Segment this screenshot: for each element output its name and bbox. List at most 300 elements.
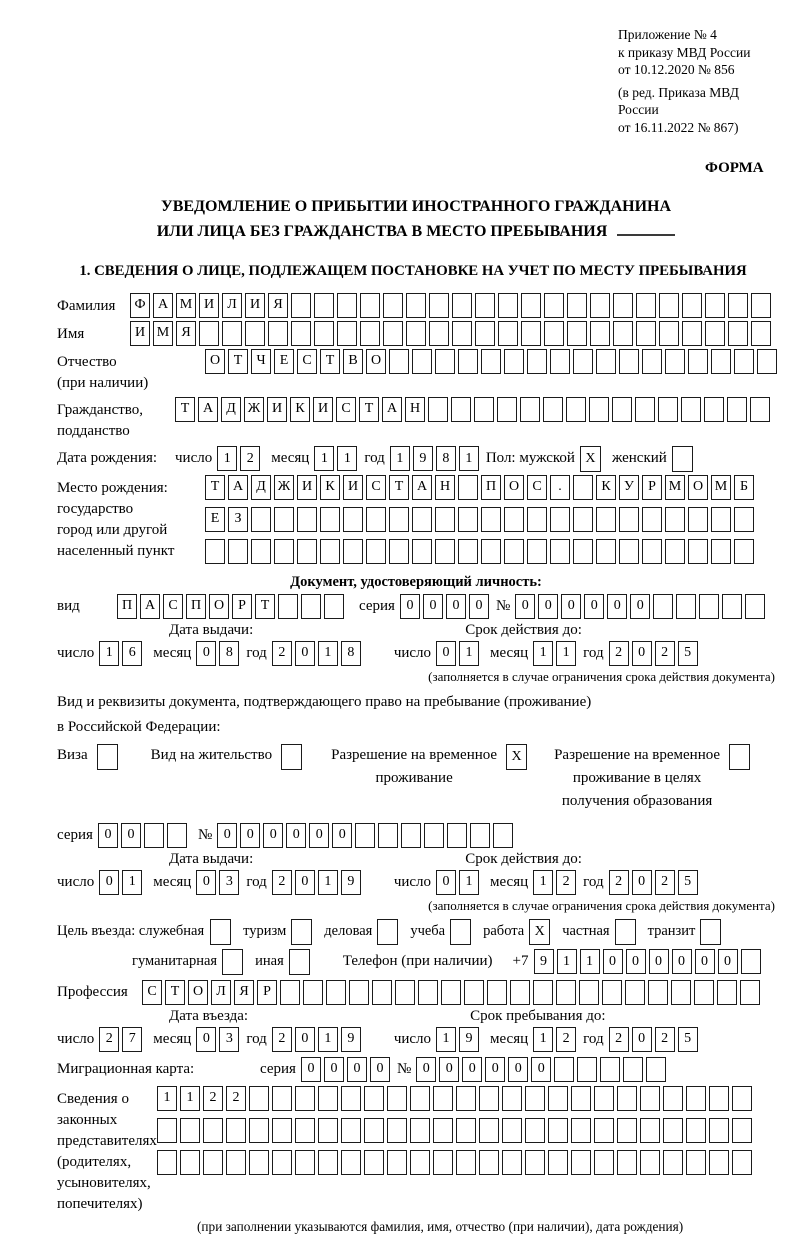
char-cell[interactable]	[722, 594, 742, 619]
temp-residence-education-checkbox[interactable]	[729, 744, 750, 770]
char-cell[interactable]	[686, 1118, 706, 1143]
char-cell[interactable]	[663, 1086, 683, 1111]
char-cell[interactable]	[636, 293, 656, 318]
char-cell[interactable]: 1	[533, 1027, 553, 1052]
char-cell[interactable]: Я	[234, 980, 254, 1005]
char-cell[interactable]: Т	[389, 475, 409, 500]
char-cell[interactable]	[180, 1118, 200, 1143]
char-cell[interactable]	[711, 349, 731, 374]
char-cell[interactable]	[502, 1150, 522, 1175]
char-cell[interactable]	[617, 1086, 637, 1111]
purpose-commercial-checkbox[interactable]	[377, 919, 398, 945]
char-cell[interactable]	[435, 539, 455, 564]
char-cell[interactable]	[502, 1086, 522, 1111]
char-cell[interactable]: 0	[672, 949, 692, 974]
char-cell[interactable]	[372, 980, 392, 1005]
char-cell[interactable]	[458, 507, 478, 532]
char-cell[interactable]	[658, 397, 678, 422]
char-cell[interactable]: А	[198, 397, 218, 422]
char-cell[interactable]: 0	[485, 1057, 505, 1082]
char-cell[interactable]: П	[117, 594, 137, 619]
char-cell[interactable]: З	[228, 507, 248, 532]
char-cell[interactable]	[543, 397, 563, 422]
char-cell[interactable]	[429, 321, 449, 346]
char-cell[interactable]	[694, 980, 714, 1005]
char-cell[interactable]	[556, 980, 576, 1005]
char-cell[interactable]: 1	[556, 641, 576, 666]
char-cell[interactable]: 1	[122, 870, 142, 895]
char-cell[interactable]	[686, 1086, 706, 1111]
char-cell[interactable]	[527, 507, 547, 532]
char-cell[interactable]: А	[153, 293, 173, 318]
char-cell[interactable]: 0	[436, 870, 456, 895]
char-cell[interactable]	[435, 349, 455, 374]
char-cell[interactable]: Т	[228, 349, 248, 374]
char-cell[interactable]: 0	[632, 641, 652, 666]
char-cell[interactable]	[451, 397, 471, 422]
char-cell[interactable]	[623, 1057, 643, 1082]
char-cell[interactable]: 7	[122, 1027, 142, 1052]
char-cell[interactable]	[550, 539, 570, 564]
char-cell[interactable]	[274, 539, 294, 564]
char-cell[interactable]	[456, 1150, 476, 1175]
char-cell[interactable]	[412, 507, 432, 532]
char-cell[interactable]	[497, 397, 517, 422]
char-cell[interactable]	[291, 293, 311, 318]
purpose-humanitarian-checkbox[interactable]	[222, 949, 243, 975]
char-cell[interactable]	[573, 349, 593, 374]
char-cell[interactable]	[297, 539, 317, 564]
char-cell[interactable]	[550, 507, 570, 532]
char-cell[interactable]: М	[665, 475, 685, 500]
char-cell[interactable]	[203, 1118, 223, 1143]
char-cell[interactable]	[619, 349, 639, 374]
char-cell[interactable]	[278, 594, 298, 619]
char-cell[interactable]: 0	[538, 594, 558, 619]
char-cell[interactable]	[688, 507, 708, 532]
char-cell[interactable]	[228, 539, 248, 564]
char-cell[interactable]	[504, 349, 524, 374]
char-cell[interactable]	[318, 1118, 338, 1143]
char-cell[interactable]: 1	[314, 446, 334, 471]
char-cell[interactable]: 0	[584, 594, 604, 619]
char-cell[interactable]: 0	[436, 641, 456, 666]
char-cell[interactable]	[596, 349, 616, 374]
char-cell[interactable]: 1	[318, 1027, 338, 1052]
char-cell[interactable]	[577, 1057, 597, 1082]
char-cell[interactable]	[682, 293, 702, 318]
char-cell[interactable]: О	[209, 594, 229, 619]
char-cell[interactable]: 0	[469, 594, 489, 619]
char-cell[interactable]	[205, 539, 225, 564]
char-cell[interactable]	[554, 1057, 574, 1082]
char-cell[interactable]	[596, 539, 616, 564]
char-cell[interactable]: Ф	[130, 293, 150, 318]
char-cell[interactable]: 0	[324, 1057, 344, 1082]
char-cell[interactable]	[728, 321, 748, 346]
char-cell[interactable]: Ж	[244, 397, 264, 422]
char-cell[interactable]: 0	[446, 594, 466, 619]
char-cell[interactable]: 2	[272, 870, 292, 895]
char-cell[interactable]: 0	[370, 1057, 390, 1082]
char-cell[interactable]	[272, 1118, 292, 1143]
char-cell[interactable]	[757, 349, 777, 374]
char-cell[interactable]	[704, 397, 724, 422]
char-cell[interactable]: И	[313, 397, 333, 422]
char-cell[interactable]	[401, 823, 421, 848]
char-cell[interactable]	[387, 1150, 407, 1175]
char-cell[interactable]	[709, 1150, 729, 1175]
char-cell[interactable]	[157, 1150, 177, 1175]
char-cell[interactable]	[617, 1118, 637, 1143]
char-cell[interactable]	[199, 321, 219, 346]
char-cell[interactable]: Д	[251, 475, 271, 500]
char-cell[interactable]: А	[228, 475, 248, 500]
char-cell[interactable]	[520, 397, 540, 422]
char-cell[interactable]: К	[320, 475, 340, 500]
residence-permit-checkbox[interactable]	[281, 744, 302, 770]
char-cell[interactable]	[429, 293, 449, 318]
char-cell[interactable]: 1	[436, 1027, 456, 1052]
char-cell[interactable]: 0	[423, 594, 443, 619]
char-cell[interactable]	[544, 293, 564, 318]
char-cell[interactable]	[341, 1118, 361, 1143]
char-cell[interactable]	[314, 293, 334, 318]
char-cell[interactable]: 0	[632, 1027, 652, 1052]
char-cell[interactable]: 0	[295, 1027, 315, 1052]
char-cell[interactable]: 1	[390, 446, 410, 471]
char-cell[interactable]	[458, 349, 478, 374]
char-cell[interactable]	[734, 349, 754, 374]
char-cell[interactable]	[642, 507, 662, 532]
char-cell[interactable]: 9	[413, 446, 433, 471]
char-cell[interactable]	[424, 823, 444, 848]
char-cell[interactable]	[734, 539, 754, 564]
char-cell[interactable]	[318, 1086, 338, 1111]
char-cell[interactable]: Р	[257, 980, 277, 1005]
char-cell[interactable]	[410, 1150, 430, 1175]
char-cell[interactable]	[567, 293, 587, 318]
char-cell[interactable]	[364, 1150, 384, 1175]
char-cell[interactable]	[579, 980, 599, 1005]
char-cell[interactable]	[268, 321, 288, 346]
char-cell[interactable]	[479, 1150, 499, 1175]
char-cell[interactable]	[389, 539, 409, 564]
char-cell[interactable]	[456, 1086, 476, 1111]
char-cell[interactable]: С	[297, 349, 317, 374]
char-cell[interactable]: Н	[405, 397, 425, 422]
char-cell[interactable]	[479, 1086, 499, 1111]
purpose-tourism-checkbox[interactable]	[291, 919, 312, 945]
char-cell[interactable]: 2	[556, 870, 576, 895]
char-cell[interactable]: Л	[211, 980, 231, 1005]
char-cell[interactable]	[728, 293, 748, 318]
char-cell[interactable]: О	[688, 475, 708, 500]
char-cell[interactable]	[433, 1150, 453, 1175]
char-cell[interactable]	[663, 1150, 683, 1175]
char-cell[interactable]	[573, 539, 593, 564]
purpose-other-checkbox[interactable]	[289, 949, 310, 975]
char-cell[interactable]: 0	[416, 1057, 436, 1082]
char-cell[interactable]	[711, 539, 731, 564]
char-cell[interactable]: 2	[609, 870, 629, 895]
char-cell[interactable]: 0	[121, 823, 141, 848]
char-cell[interactable]	[481, 349, 501, 374]
char-cell[interactable]	[727, 397, 747, 422]
char-cell[interactable]: К	[596, 475, 616, 500]
char-cell[interactable]	[705, 321, 725, 346]
char-cell[interactable]: 1	[580, 949, 600, 974]
char-cell[interactable]	[659, 321, 679, 346]
char-cell[interactable]	[600, 1057, 620, 1082]
char-cell[interactable]: 0	[217, 823, 237, 848]
purpose-study-checkbox[interactable]	[450, 919, 471, 945]
char-cell[interactable]: О	[504, 475, 524, 500]
char-cell[interactable]: Т	[359, 397, 379, 422]
char-cell[interactable]	[301, 594, 321, 619]
char-cell[interactable]	[625, 980, 645, 1005]
char-cell[interactable]: Я	[176, 321, 196, 346]
char-cell[interactable]: 0	[98, 823, 118, 848]
char-cell[interactable]	[613, 293, 633, 318]
char-cell[interactable]: 2	[655, 1027, 675, 1052]
char-cell[interactable]	[705, 293, 725, 318]
char-cell[interactable]: 1	[557, 949, 577, 974]
char-cell[interactable]	[717, 980, 737, 1005]
char-cell[interactable]	[452, 293, 472, 318]
char-cell[interactable]	[249, 1118, 269, 1143]
char-cell[interactable]: 5	[678, 870, 698, 895]
char-cell[interactable]	[573, 475, 593, 500]
char-cell[interactable]	[659, 293, 679, 318]
char-cell[interactable]	[226, 1118, 246, 1143]
char-cell[interactable]: 0	[263, 823, 283, 848]
char-cell[interactable]	[589, 397, 609, 422]
char-cell[interactable]: 0	[626, 949, 646, 974]
char-cell[interactable]: 2	[226, 1086, 246, 1111]
char-cell[interactable]	[612, 397, 632, 422]
char-cell[interactable]: 0	[295, 870, 315, 895]
char-cell[interactable]	[525, 1086, 545, 1111]
char-cell[interactable]	[406, 321, 426, 346]
char-cell[interactable]	[475, 321, 495, 346]
char-cell[interactable]: 9	[459, 1027, 479, 1052]
char-cell[interactable]	[470, 823, 490, 848]
char-cell[interactable]: И	[245, 293, 265, 318]
char-cell[interactable]	[364, 1118, 384, 1143]
char-cell[interactable]: Т	[165, 980, 185, 1005]
char-cell[interactable]: Б	[734, 475, 754, 500]
char-cell[interactable]	[387, 1086, 407, 1111]
char-cell[interactable]	[642, 539, 662, 564]
char-cell[interactable]	[203, 1150, 223, 1175]
char-cell[interactable]: Т	[205, 475, 225, 500]
char-cell[interactable]	[303, 980, 323, 1005]
char-cell[interactable]: 9	[341, 1027, 361, 1052]
char-cell[interactable]: Л	[222, 293, 242, 318]
char-cell[interactable]	[441, 980, 461, 1005]
char-cell[interactable]	[360, 293, 380, 318]
char-cell[interactable]	[364, 1086, 384, 1111]
char-cell[interactable]	[456, 1118, 476, 1143]
char-cell[interactable]	[249, 1150, 269, 1175]
char-cell[interactable]	[433, 1118, 453, 1143]
char-cell[interactable]: 5	[678, 641, 698, 666]
char-cell[interactable]	[272, 1150, 292, 1175]
char-cell[interactable]	[157, 1118, 177, 1143]
char-cell[interactable]	[502, 1118, 522, 1143]
char-cell[interactable]	[504, 539, 524, 564]
char-cell[interactable]	[665, 507, 685, 532]
char-cell[interactable]	[410, 1118, 430, 1143]
char-cell[interactable]: Я	[268, 293, 288, 318]
char-cell[interactable]: И	[297, 475, 317, 500]
char-cell[interactable]	[671, 980, 691, 1005]
char-cell[interactable]: 1	[217, 446, 237, 471]
char-cell[interactable]: Р	[232, 594, 252, 619]
char-cell[interactable]	[320, 507, 340, 532]
char-cell[interactable]: С	[336, 397, 356, 422]
char-cell[interactable]	[732, 1118, 752, 1143]
male-checkbox[interactable]: X	[580, 446, 601, 472]
char-cell[interactable]: Ч	[251, 349, 271, 374]
char-cell[interactable]	[447, 823, 467, 848]
char-cell[interactable]	[617, 1150, 637, 1175]
char-cell[interactable]	[619, 539, 639, 564]
char-cell[interactable]	[567, 321, 587, 346]
char-cell[interactable]: 1	[459, 446, 479, 471]
char-cell[interactable]	[688, 349, 708, 374]
char-cell[interactable]	[245, 321, 265, 346]
char-cell[interactable]	[291, 321, 311, 346]
char-cell[interactable]	[521, 293, 541, 318]
char-cell[interactable]	[343, 539, 363, 564]
char-cell[interactable]: 0	[240, 823, 260, 848]
char-cell[interactable]	[596, 507, 616, 532]
char-cell[interactable]	[295, 1118, 315, 1143]
char-cell[interactable]: 3	[219, 870, 239, 895]
char-cell[interactable]: С	[527, 475, 547, 500]
char-cell[interactable]	[594, 1150, 614, 1175]
char-cell[interactable]: 9	[534, 949, 554, 974]
char-cell[interactable]: А	[412, 475, 432, 500]
char-cell[interactable]: 0	[531, 1057, 551, 1082]
char-cell[interactable]	[681, 397, 701, 422]
char-cell[interactable]	[573, 507, 593, 532]
char-cell[interactable]	[272, 1086, 292, 1111]
char-cell[interactable]	[635, 397, 655, 422]
purpose-private-checkbox[interactable]	[615, 919, 636, 945]
char-cell[interactable]: 2	[556, 1027, 576, 1052]
char-cell[interactable]	[481, 539, 501, 564]
char-cell[interactable]	[487, 980, 507, 1005]
char-cell[interactable]: 2	[655, 641, 675, 666]
char-cell[interactable]	[740, 980, 760, 1005]
char-cell[interactable]	[412, 539, 432, 564]
char-cell[interactable]: 8	[219, 641, 239, 666]
char-cell[interactable]: 0	[462, 1057, 482, 1082]
char-cell[interactable]: М	[711, 475, 731, 500]
char-cell[interactable]: Т	[175, 397, 195, 422]
char-cell[interactable]	[709, 1118, 729, 1143]
char-cell[interactable]: В	[343, 349, 363, 374]
char-cell[interactable]: 0	[196, 870, 216, 895]
char-cell[interactable]: 0	[439, 1057, 459, 1082]
char-cell[interactable]	[745, 594, 765, 619]
char-cell[interactable]	[571, 1118, 591, 1143]
char-cell[interactable]	[640, 1086, 660, 1111]
char-cell[interactable]	[435, 507, 455, 532]
char-cell[interactable]	[410, 1086, 430, 1111]
char-cell[interactable]	[383, 321, 403, 346]
char-cell[interactable]	[295, 1150, 315, 1175]
char-cell[interactable]: М	[153, 321, 173, 346]
char-cell[interactable]	[699, 594, 719, 619]
char-cell[interactable]	[360, 321, 380, 346]
char-cell[interactable]	[732, 1150, 752, 1175]
char-cell[interactable]: 0	[695, 949, 715, 974]
char-cell[interactable]: 2	[272, 1027, 292, 1052]
char-cell[interactable]	[709, 1086, 729, 1111]
char-cell[interactable]	[249, 1086, 269, 1111]
char-cell[interactable]: И	[199, 293, 219, 318]
char-cell[interactable]	[274, 507, 294, 532]
char-cell[interactable]	[521, 321, 541, 346]
char-cell[interactable]: 3	[219, 1027, 239, 1052]
char-cell[interactable]	[533, 980, 553, 1005]
char-cell[interactable]	[297, 507, 317, 532]
char-cell[interactable]	[751, 293, 771, 318]
char-cell[interactable]: О	[205, 349, 225, 374]
char-cell[interactable]: К	[290, 397, 310, 422]
char-cell[interactable]	[734, 507, 754, 532]
char-cell[interactable]	[474, 397, 494, 422]
temp-residence-checkbox[interactable]: X	[506, 744, 527, 770]
char-cell[interactable]	[458, 539, 478, 564]
char-cell[interactable]: 0	[603, 949, 623, 974]
char-cell[interactable]: 6	[122, 641, 142, 666]
char-cell[interactable]	[665, 349, 685, 374]
char-cell[interactable]: 0	[561, 594, 581, 619]
char-cell[interactable]	[452, 321, 472, 346]
char-cell[interactable]: 0	[301, 1057, 321, 1082]
char-cell[interactable]: О	[188, 980, 208, 1005]
char-cell[interactable]	[337, 293, 357, 318]
char-cell[interactable]	[280, 980, 300, 1005]
char-cell[interactable]	[711, 507, 731, 532]
char-cell[interactable]	[341, 1086, 361, 1111]
char-cell[interactable]	[504, 507, 524, 532]
char-cell[interactable]	[525, 1150, 545, 1175]
char-cell[interactable]	[544, 321, 564, 346]
char-cell[interactable]: Е	[205, 507, 225, 532]
char-cell[interactable]	[349, 980, 369, 1005]
char-cell[interactable]	[389, 349, 409, 374]
char-cell[interactable]	[251, 539, 271, 564]
char-cell[interactable]: 2	[609, 641, 629, 666]
char-cell[interactable]: 2	[99, 1027, 119, 1052]
char-cell[interactable]: С	[163, 594, 183, 619]
char-cell[interactable]: 0	[295, 641, 315, 666]
char-cell[interactable]	[732, 1086, 752, 1111]
char-cell[interactable]	[594, 1086, 614, 1111]
char-cell[interactable]	[613, 321, 633, 346]
char-cell[interactable]	[458, 475, 478, 500]
char-cell[interactable]	[566, 397, 586, 422]
char-cell[interactable]	[510, 980, 530, 1005]
char-cell[interactable]	[180, 1150, 200, 1175]
purpose-transit-checkbox[interactable]	[700, 919, 721, 945]
